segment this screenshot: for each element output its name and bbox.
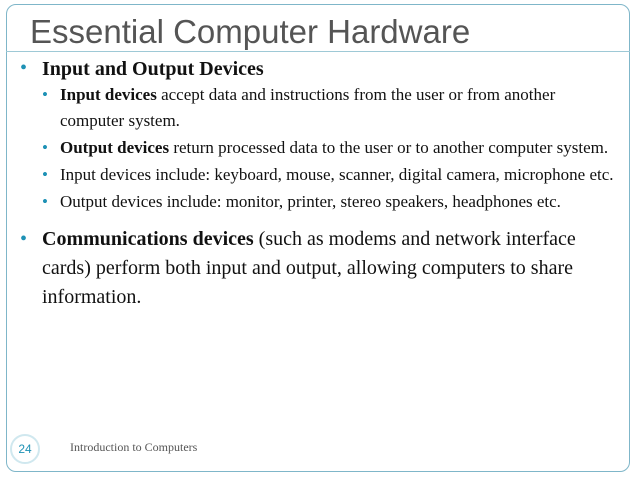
bullet-dot-icon: • [42, 165, 48, 184]
bullet-bold-text: Input devices [60, 85, 157, 104]
bullet-communications [20, 225, 620, 312]
bullet-text: return processed data to the user or to another computer system. [169, 138, 609, 157]
bullet-dot-icon: • [20, 57, 28, 79]
page-number: 24 [10, 434, 40, 464]
slide-title: Essential Computer Hardware [30, 13, 471, 50]
bullet-output-examples [20, 189, 620, 215]
bullet-dot-icon: • [42, 85, 48, 104]
footer-text: Introduction to Computers [70, 440, 198, 454]
bullet-text: (such as modems and network interface cards) perform both input and output, allowing computers to share information. [42, 228, 576, 308]
slide-content [20, 57, 620, 312]
bullet-text: accept data and instructions from the user or from another computer system. [60, 85, 556, 130]
bullet-input-examples [20, 162, 620, 188]
bullet-bold-text: Output devices [60, 138, 170, 157]
bullet-text: Input and Output Devices [42, 58, 264, 80]
bullet-output-devices [20, 135, 620, 161]
bullet-text: Input devices include: keyboard, mouse, scanner, digital camera, microphone etc. [60, 165, 614, 184]
bullet-text: Output devices include: monitor, printer, stereo speakers, headphones etc. [60, 192, 561, 211]
bullet-dot-icon: • [42, 192, 48, 211]
bullet-input-devices [20, 82, 620, 134]
bullet-dot-icon: • [42, 138, 48, 157]
bullet-io-heading [20, 57, 620, 81]
bullet-bold-text: Communications devices [42, 228, 254, 250]
bullet-dot-icon: • [20, 228, 28, 250]
